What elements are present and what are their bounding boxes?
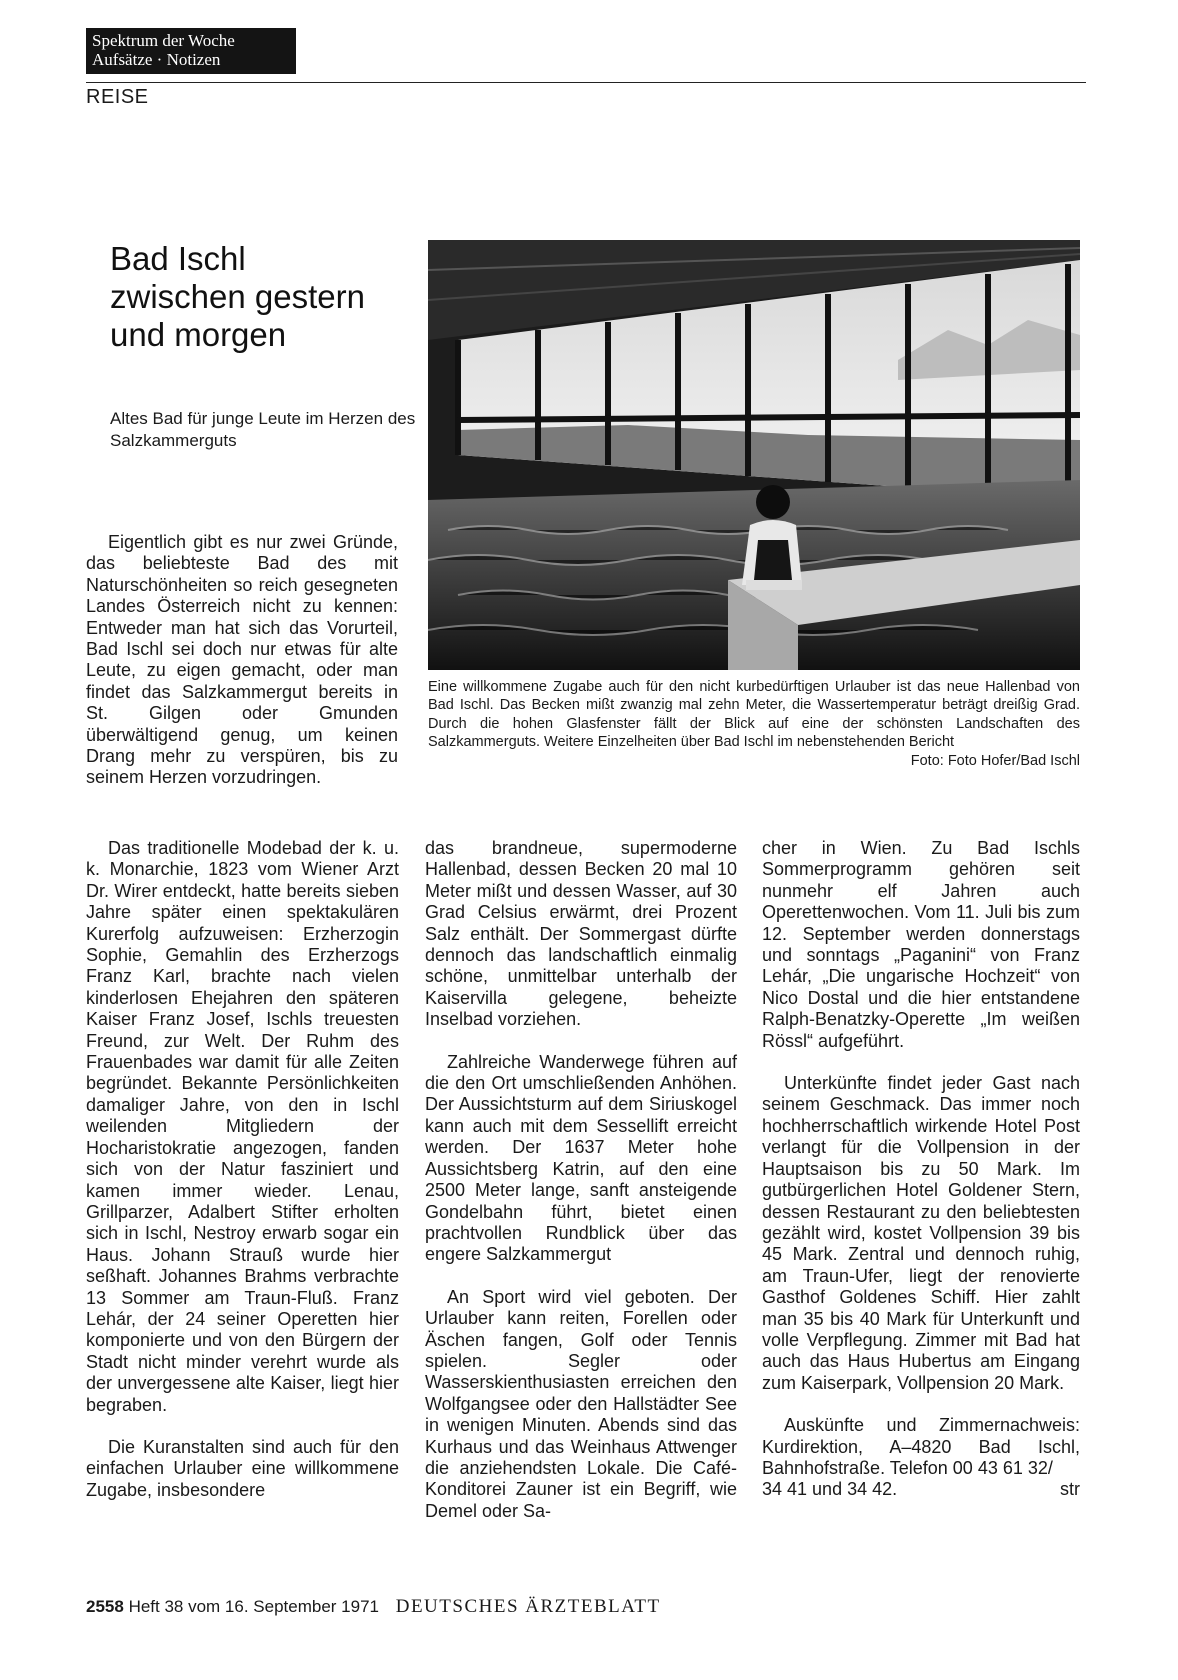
title-line-2: zwischen gestern [110, 278, 365, 315]
col2-paragraph-1: das brandneue, supermoderne Hallenbad, dessen Becken 20 mal 10 Meter mißt und dessen Wasser, auf 30 Grad Celsius erwärmt, drei Prozent Salz enthält. Der Sommergast dürfte dennoch das landschaftlich einmalig schöne, unmittelbar unterhalb der Kaiservilla gelegene, beheizte Inselbad vorziehen. [425, 838, 737, 1030]
contact-numbers: 34 41 und 34 42. [762, 1479, 898, 1500]
page-footer [86, 1596, 661, 1618]
col3-paragraph-3 [762, 1415, 1080, 1501]
title-line-3: und morgen [110, 316, 287, 353]
photo-caption [428, 678, 1080, 770]
article-title [110, 240, 440, 354]
col3-paragraph-2: Unterkünfte findet jeder Gast nach seinem Geschmack. Das immer noch hochherrschaftlich wirkende Hotel Post verlangt für die Vollpension in der Hauptsaison bis zu 50 Mark. Im gutbürgerlichen Hotel Goldener Stern, dessen Restaurant zu den beliebtesten gezählt wird, kostet Vollpension 39 bis 45 Mark. Zentral und dennoch ruhig, am Traun-Ufer, liegt der renovierte Gasthof Goldenes Schiff. Hier zahlt man 35 bis 40 Mark für Unterkunft und volle Verpflegung. Zimmer mit Bad hat auch das Haus Hubertus am Eingang zum Kaiserpark, Vollpension 20 Mark. [762, 1073, 1080, 1393]
badge-line-2: Aufsätze · Notizen [92, 50, 221, 69]
col3-paragraph-1: cher in Wien. Zu Bad Ischls Sommerprogramm gehören seit nunmehr elf Jahren auch Operettenwochen. Vom 11. Juli bis zum 12. September werden donnerstags und sonntags „Paganini“ von Franz Lehár, „Die ungarische Hochzeit“ von Nico Dostal und die hier entstandene Ralph-Benatzky-Operette „Im weißen Rössl“ aufgeführt. [762, 838, 1080, 1051]
contact-numbers-line [762, 1479, 1080, 1500]
column-3 [762, 838, 1080, 1501]
col2-paragraph-2: Zahlreiche Wanderwege führen auf die den Ort umschließenden Anhöhen. Der Aussichtsturm auf dem Siriuskogel kann auch mit dem Sessellift erreicht werden. Der 1637 Meter hohe Aussichtsberg Katrin, auf den eine 2500 Meter lange, sanft ansteigende Gondelbahn führt, bietet einen prachtvollen Rundblick über das engere Salzkammergut [425, 1051, 737, 1265]
section-label: REISE [86, 86, 149, 108]
badge-line-1: Spektrum der Woche [92, 31, 235, 50]
column-1 [86, 838, 399, 1501]
article-subtitle: Altes Bad für junge Leute im Herzen des Salzkammerguts [110, 409, 416, 450]
intro-text: Eigentlich gibt es nur zwei Gründe, das beliebteste Bad des mit Naturschönheiten so reich gesegneten Landes Österreich nicht zu kennen: Entweder man hat sich das Vorurteil, Bad Ischl sei doch nur etwas für alte Leute, zu eigen gemacht, oder man findet das Salzkammergut bereits in St. Gilgen oder Gmunden überwältigend genug, um keinen Drang mehr zu verspüren, bis zu seinem Herzen vorzudringen. [86, 532, 398, 788]
magazine-name: DEUTSCHES ÄRZTEBLATT [395, 1596, 661, 1617]
page-number: 2558 [86, 1597, 124, 1616]
intro-paragraph [86, 532, 398, 789]
section-badge [86, 28, 296, 74]
author-initials: str [1060, 1479, 1080, 1500]
swimming-hall-photo [428, 240, 1080, 670]
photo-illustration [428, 240, 1080, 670]
caption-text: Eine willkommene Zugabe auch für den nicht kurbedürftigen Urlauber ist das neue Hallenbad von Bad Ischl. Das Becken mißt zwanzig mal zehn Meter, die Wassertemperatur beträgt dreißig Grad. Durch die hohen Glasfenster fällt der Blick auf eine der schönsten Landschaften des Salzkammerguts. Weitere Einzelheiten über Bad Ischl im nebenstehenden Bericht [428, 679, 1080, 751]
col1-paragraph-2: Die Kuranstalten sind auch für den einfachen Urlauber eine willkommene Zugabe, insbesondere [86, 1436, 399, 1500]
contact-info: Auskünfte und Zimmernachweis: Kurdirektion, A–4820 Bad Ischl, Bahnhofstraße. Telefon 00 43 61 32/ [762, 1415, 1080, 1478]
issue-info: Heft 38 vom 16. September 1971 [128, 1597, 379, 1616]
title-line-1: Bad Ischl [110, 240, 246, 277]
col1-paragraph-1: Das traditionelle Modebad der k. u. k. Monarchie, 1823 vom Wiener Arzt Dr. Wirer entdeckt, hatte bereits sieben Jahre später einen spektakulären Kurerfolg aufzuweisen: Erzherzogin Sophie, Gemahlin des Erzherzogs Franz Karl, brachte nach vielen kinderlosen Ehejahren den späteren Kaiser Franz Josef, Ischls treuesten Freund, zur Welt. Der Ruhm des Frauenbades war damit für alle Zeiten begründet. Bekannte Persönlichkeiten damaliger Jahre, von den in Ischl weilenden Mitgliedern der Hocharistokratie angezogen, fanden sich von der Natur fasziniert und kamen immer wieder. Lenau, Grillparzer, Adalbert Stifter erholten sich in Ischl, Nestroy erwarb sogar ein Haus. Johann Strauß wurde hier seßhaft. Johannes Brahms verbrachte 13 Sommer am Traun-Fluß. Franz Lehár, der 24 seiner Operetten hier komponierte und von den Bürgern der Stadt nicht minder verehrt wurde als der unvergessene alte Kaiser, liegt hier begraben. [86, 838, 399, 1415]
col2-paragraph-3: An Sport wird viel geboten. Der Urlauber kann reiten, Forellen oder Äschen fangen, Golf oder Tennis spielen. Segler oder Wasserskienthusiasten erreichen den Wolfgangsee oder den Hallstädter See in wenigen Minuten. Abends sind das Kurhaus und das Weinhaus Attwenger die anziehendsten Lokale. Die Café-Konditorei Zauner ist ein Begriff, wie Demel oder Sa- [425, 1286, 737, 1521]
photo-credit: Foto: Foto Hofer/Bad Ischl [910, 752, 1080, 769]
column-2 [425, 838, 737, 1522]
header-rule [86, 82, 1086, 83]
